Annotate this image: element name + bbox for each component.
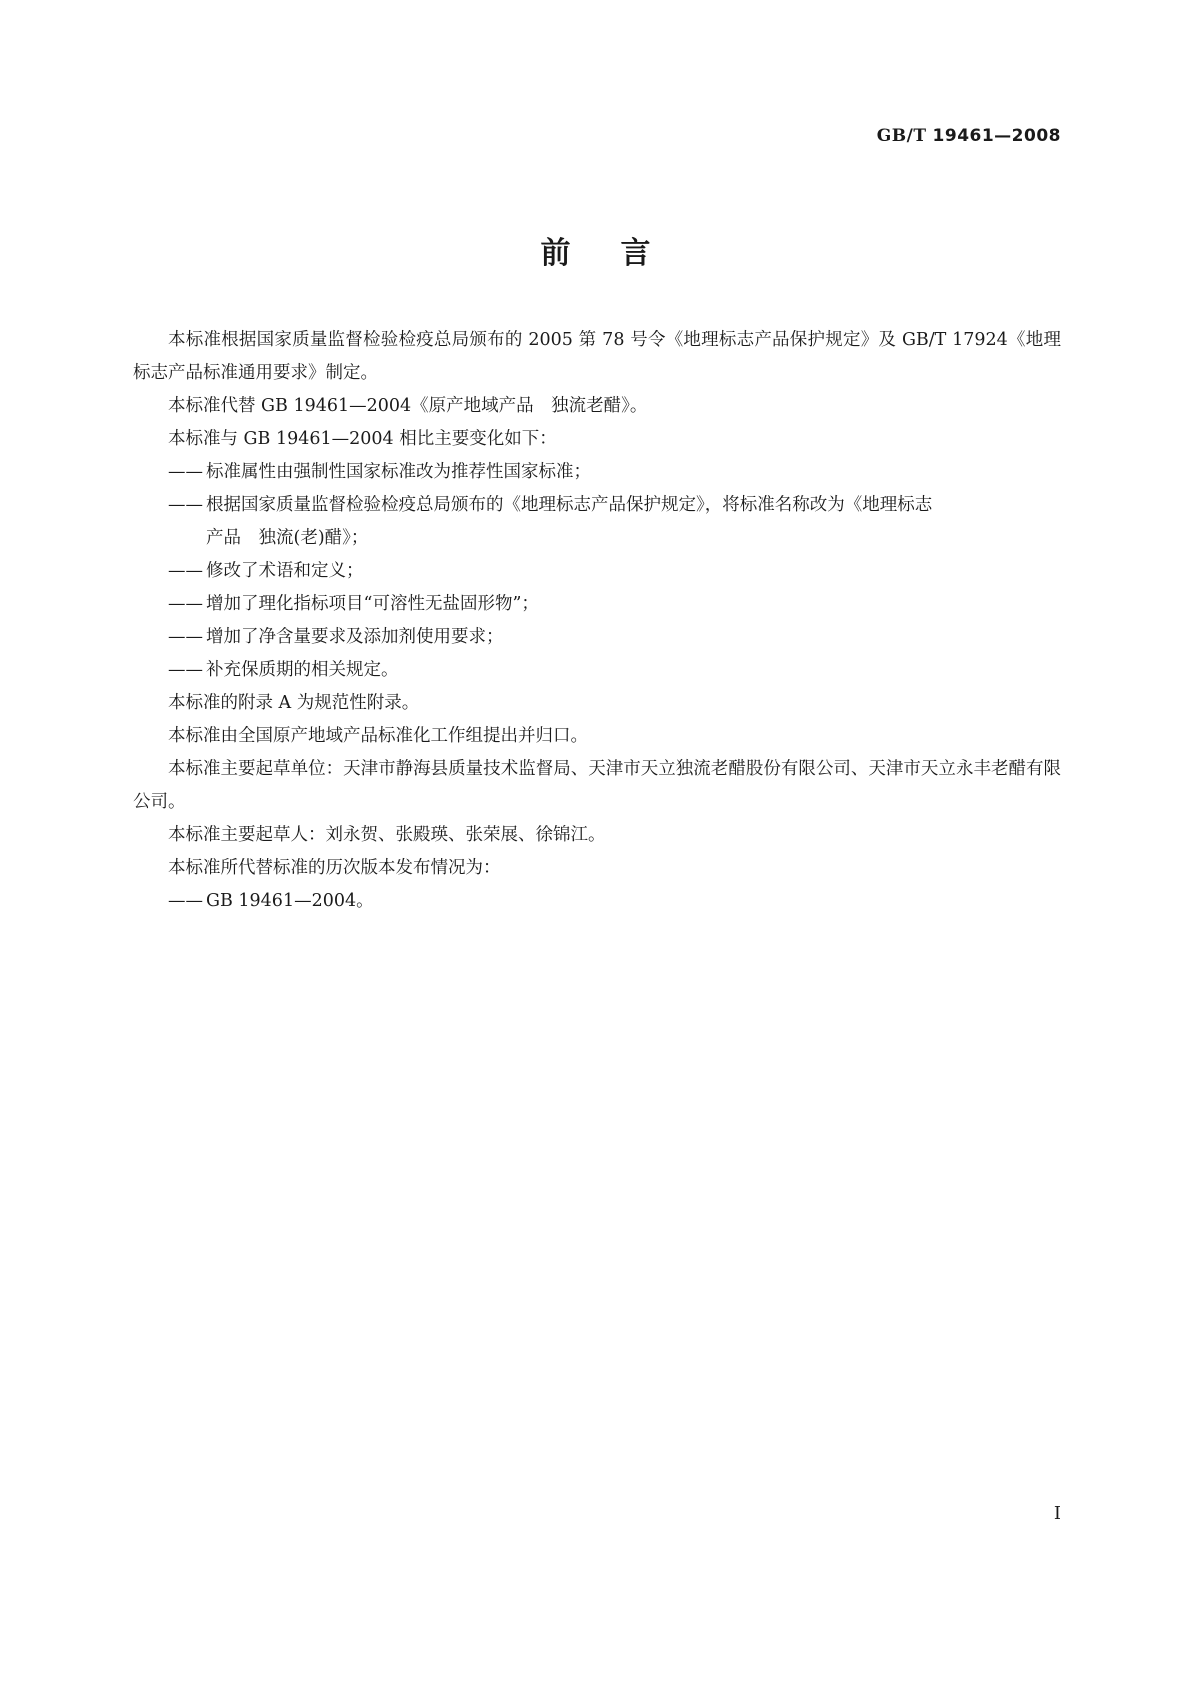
dash-mark: —— (168, 594, 203, 614)
paragraph-drafting-units: 本标准主要起草单位：天津市静海县质量技术监督局、天津市天立独流老醋股份有限公司、天津市天立永丰老醋有限公司。 (133, 759, 1061, 812)
dash-mark: —— (168, 627, 203, 647)
list-item-text: GB 19461—2004。 (206, 891, 374, 911)
paragraph-drafters: 本标准主要起草人：刘永贺、张殿瑛、张荣展、徐锦江。 (168, 825, 606, 845)
list-item-text: 标准属性由强制性国家标准改为推荐性国家标准； (206, 462, 591, 482)
list-item-text: 根据国家质量监督检验检疫总局颁布的《地理标志产品保护规定》，将标准名称改为《地理标志 (206, 495, 933, 515)
list-item-text: 增加了净含量要求及添加剂使用要求； (206, 627, 504, 647)
standard-prefix: GB/T (876, 126, 927, 146)
foreword-body (133, 324, 1061, 918)
list-item (133, 555, 1061, 588)
list-item-continuation: 产品 独流(老)醋》； (206, 528, 369, 548)
list-item-text: 补充保质期的相关规定。 (206, 660, 399, 680)
changes-list (133, 456, 1061, 687)
dash-mark: —— (168, 561, 203, 581)
paragraph-basis: 本标准根据国家质量监督检验检疫总局颁布的 2005 第 78 号令《地理标志产品保护规定》及 GB/T 17924《地理标志产品标准通用要求》制定。 (133, 330, 1061, 383)
standard-number: 19461—2008 (932, 126, 1061, 146)
dash-mark: —— (168, 495, 203, 515)
list-item (133, 456, 1061, 489)
list-item (133, 654, 1061, 687)
list-item (133, 621, 1061, 654)
page-number: I (1053, 1503, 1061, 1524)
dash-mark: —— (168, 660, 203, 680)
paragraph-proposer: 本标准由全国原产地域产品标准化工作组提出并归口。 (168, 726, 588, 746)
list-item-text: 增加了理化指标项目“可溶性无盐固形物”； (206, 594, 539, 614)
history-list (133, 885, 1061, 918)
list-item-text: 修改了术语和定义； (206, 561, 364, 581)
paragraph-appendix: 本标准的附录 A 为规范性附录。 (168, 693, 420, 713)
list-item (133, 885, 1061, 918)
list-item (133, 588, 1061, 621)
paragraph-replaces: 本标准代替 GB 19461—2004《原产地域产品 独流老醋》。 (168, 396, 648, 416)
dash-mark: —— (168, 462, 203, 482)
list-item (133, 489, 1061, 555)
paragraph-changes-intro: 本标准与 GB 19461—2004 相比主要变化如下： (168, 429, 557, 449)
dash-mark: —— (168, 891, 203, 911)
paragraph-history-intro: 本标准所代替标准的历次版本发布情况为： (168, 858, 501, 878)
standard-code (877, 126, 1061, 146)
page-title: 前言 (540, 236, 701, 271)
